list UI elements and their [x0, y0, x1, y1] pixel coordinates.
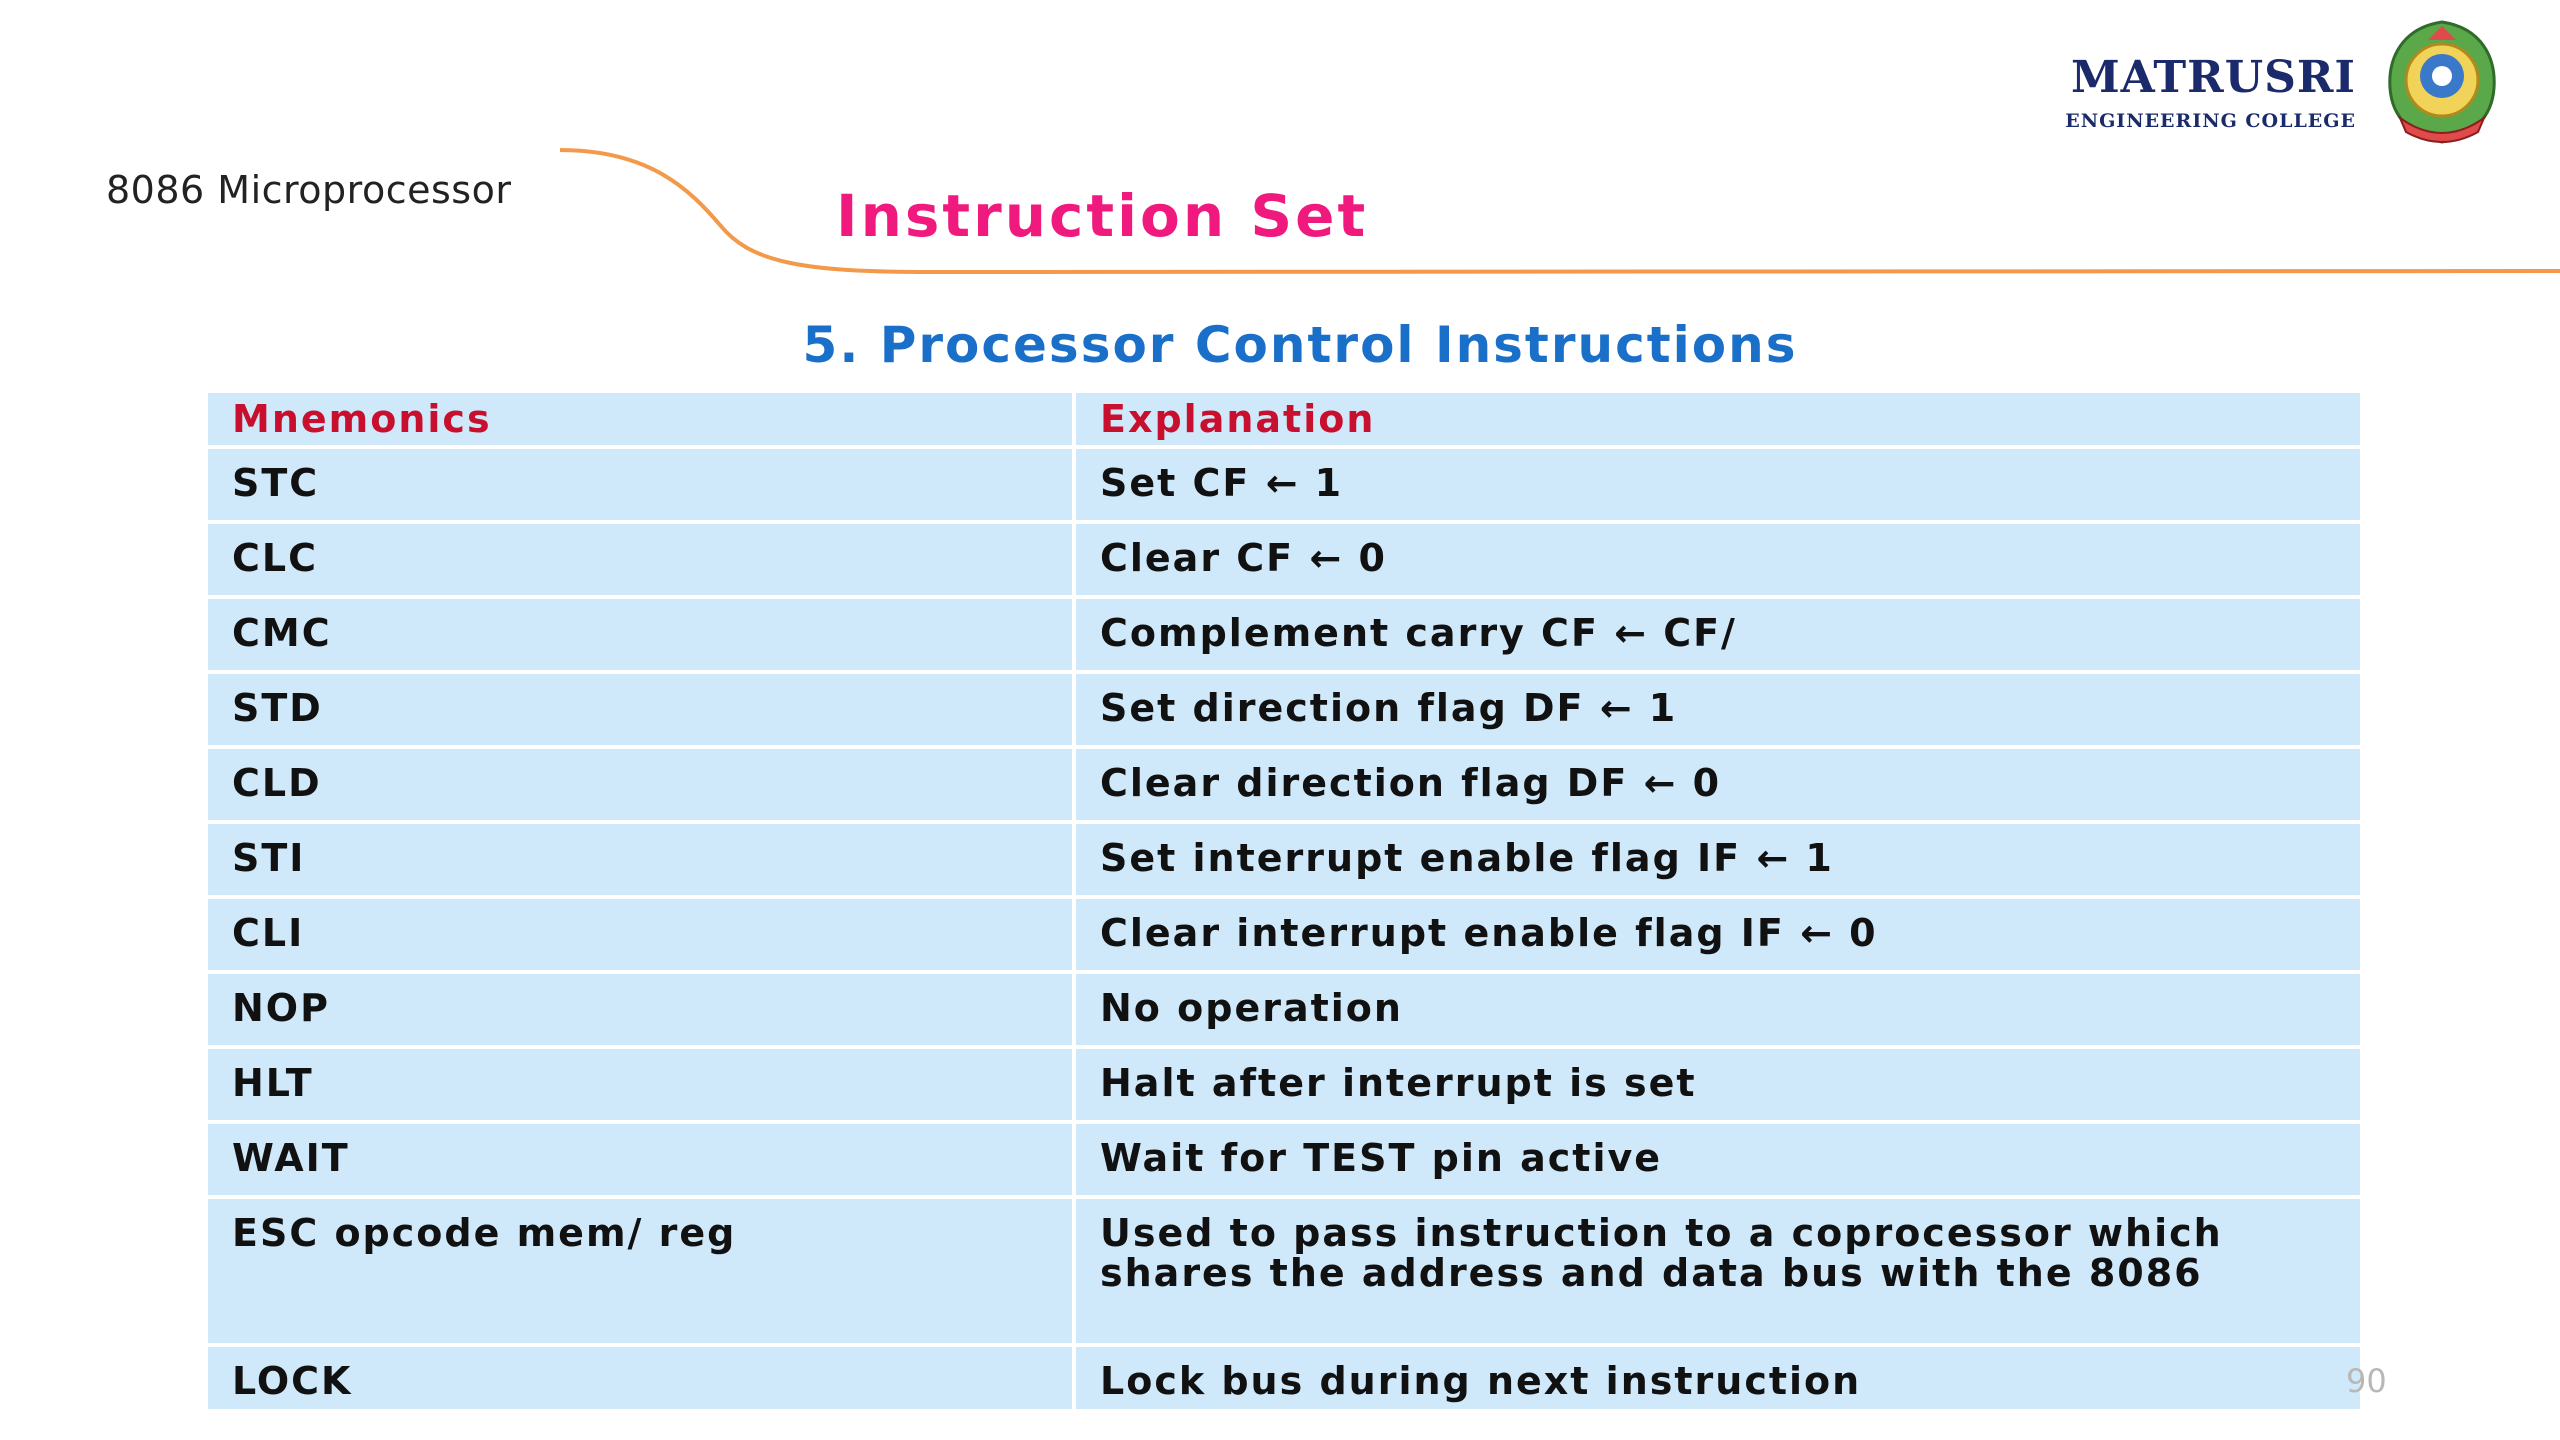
table-row: [208, 899, 2360, 974]
mnemonic-cell: ESC opcode mem/ reg: [208, 1199, 1076, 1343]
explanation-cell: Complement carry CF ← CF/: [1100, 611, 1737, 655]
mnemonic-cell: CLI: [208, 899, 1076, 970]
page-number: 90: [2346, 1362, 2387, 1400]
explanation-cell: Wait for TEST pin active: [1100, 1136, 1663, 1180]
table-row: [208, 1124, 2360, 1199]
college-name: MATRUSRI: [2070, 52, 2356, 103]
column-header-mnemonics: Mnemonics: [208, 393, 1076, 449]
mnemonic-cell: STD: [208, 674, 1076, 745]
mnemonic-cell: CLD: [208, 749, 1076, 820]
table-row: [208, 674, 2360, 749]
mnemonic-cell: HLT: [208, 1049, 1076, 1120]
table-row: [208, 1049, 2360, 1124]
college-logo: [2060, 18, 2520, 158]
explanation-cell: Set CF ← 1: [1100, 461, 1344, 505]
table-row: [208, 1199, 2360, 1347]
table-row: [208, 449, 2360, 524]
table-row: [208, 524, 2360, 599]
instruction-table: [208, 393, 2360, 1409]
explanation-cell: No operation: [1100, 986, 1403, 1030]
section-title: 5. Processor Control Instructions: [802, 316, 1798, 374]
mnemonic-cell: STC: [208, 449, 1076, 520]
mnemonic-cell: WAIT: [208, 1124, 1076, 1195]
table-row: [208, 974, 2360, 1049]
column-header-explanation: Explanation: [1100, 397, 1376, 441]
explanation-cell: Clear CF ← 0: [1100, 536, 1387, 580]
mnemonic-cell: CLC: [208, 524, 1076, 595]
explanation-cell: Used to pass instruction to a coprocessor which shares the address and data bus with the 8086: [1100, 1211, 2223, 1295]
table-row: [208, 599, 2360, 674]
course-title: 8086 Microprocessor: [106, 168, 512, 212]
explanation-cell: Clear direction flag DF ← 0: [1100, 761, 1722, 805]
explanation-cell: Set interrupt enable flag IF ← 1: [1100, 836, 1834, 880]
mnemonic-cell: NOP: [208, 974, 1076, 1045]
slide-title: Instruction Set: [836, 182, 1369, 250]
explanation-cell: Clear interrupt enable flag IF ← 0: [1100, 911, 1878, 955]
table-row: [208, 749, 2360, 824]
table-row: [208, 824, 2360, 899]
mnemonic-cell: LOCK: [208, 1347, 1076, 1409]
college-seal-icon: [2382, 18, 2502, 148]
table-row: [208, 1347, 2360, 1409]
explanation-cell: Halt after interrupt is set: [1100, 1061, 1697, 1105]
mnemonic-cell: STI: [208, 824, 1076, 895]
explanation-cell: Lock bus during next instruction: [1100, 1359, 1862, 1403]
table-header-row: [208, 393, 2360, 449]
explanation-cell: Set direction flag DF ← 1: [1100, 686, 1678, 730]
college-subtitle: ENGINEERING COLLEGE: [2065, 110, 2356, 132]
mnemonic-cell: CMC: [208, 599, 1076, 670]
